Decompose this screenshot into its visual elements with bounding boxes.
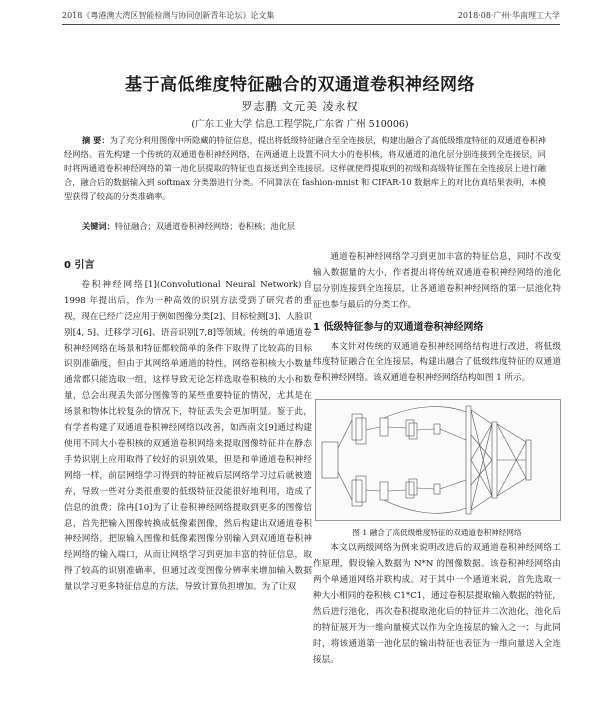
pool1-bottom-shape bbox=[380, 482, 388, 500]
paper-affiliation: (广东工业大学 信息工程学院,广东省 广州 510006) bbox=[191, 119, 409, 130]
paper-authors: 罗志鹏 文元美 凌永权 bbox=[241, 100, 359, 113]
network-diagram bbox=[316, 400, 560, 520]
right-column bbox=[313, 250, 561, 668]
running-header bbox=[62, 10, 560, 25]
abstract-label: 摘 要： bbox=[82, 135, 110, 145]
method-paragraph: 本文针对传统的双通道卷积神经网络结构进行改进，将低级纬度特征融合在全连接层，构建出融合了低级纬度特征的双通道卷积神经网络。该双通道卷积神经网络结构如图 1 所示。 bbox=[313, 341, 561, 384]
hidden-layer-shape bbox=[492, 422, 497, 498]
abstract-text: 为了充分利用图像中所隐藏的特征信息，提出将低级特征融合至全连接层，构建出融合了高低级维度特征的双通道卷积神经网络。首先构建一个传统的双通道卷积神经网络，在两通道上设置不同大小的卷积核，将双通道的池化层分别连接到全连接层，同时将两通道卷积神经网络的第一池化层提取的特征也直接送到全连接层。这样就使得提取到的初级和高级特征图在全连接层上进行融合，融合后的数据输入到 softmax 分类器进行分类。不同算法在 fashion-mnist 和 CIFAR-10 数据库上的对比仿真结果表明，本模型获得了较高的分类准确率。 bbox=[64, 135, 546, 201]
paper-title: 基于高低维度特征融合的双通道卷积神经网络 bbox=[125, 75, 475, 95]
conv2-bottom-shape bbox=[406, 482, 414, 498]
section-heading-introduction: 0 引言 bbox=[64, 260, 95, 271]
header-left: 2018《粤港澳大湾区智能检测与协同创新青年论坛》论文集 bbox=[62, 11, 275, 20]
softmax-output-shape bbox=[526, 440, 531, 480]
pool2-top-shape bbox=[434, 424, 440, 434]
conv2-top-shape bbox=[406, 420, 414, 436]
introduction-paragraph: 卷积神经网络[1](Convolutional Neural Network)自 1998 年提出后，作为一种高效的识别方法受到了研究者的重视，现在已经广泛应用于例如图像分类[2]、目标检测[3]、人脸识别[4, 5]、迁移学习[6]、语音识别[7,8]等领域。传统的单通道卷积神经网络在场景和特征都较简单的条件下取得了比较高的目标识别准确度，但由于其网络单通道的特性，网络卷积核大小数量通常都只能选取一组，这样导致无论怎样选取卷积核的大小和数量，总会出现丢失部分图像等的某些重要特征的情况，尤其是在场景和物体比较复杂的情况下，特征丢失会更加明显。鉴于此，有学者构建了双通道卷积神经网络以改善，如西南文[9]通过构建使用不同大小卷积核的双通道卷积网络来提取图像特征并在静态手势识别上应用取得了较好的识别效果，但是和单通道卷积神经网络一样，前层网络学习得到的特征被后层网络学习过后就被遗弃，导致一些对分类很重要的低级特征没能很好地利用，造成了信息的浪费；徐冉[10]为了让卷积神经网络提取到更多的图像信息，首先把输入图像转换成低像素图像，然后构建出双通道卷积神经网络，把原输入图像和低像素图像分别输入到双通道卷积神经网络的输入端口，从而让网络学习到更加丰富的特征信息，取得了较高的识别准确率，但通过改变图像分辨率来增加输入数据量以学习更多特征信息的方法，导致计算负担增加。为了让双 bbox=[64, 279, 312, 593]
pool1-top-shape bbox=[380, 418, 388, 436]
section-heading-method: 1 低级特征参与的双通道卷积神经网络 bbox=[313, 321, 484, 333]
input-layer-shape bbox=[322, 442, 338, 478]
pool2-bottom-shape bbox=[434, 484, 440, 494]
keywords-text: 特征融合；双通道卷积神经网络；卷积核；池化层 bbox=[114, 221, 295, 231]
keywords-label: 关键词： bbox=[82, 221, 115, 231]
intro-continuation-paragraph: 通道卷积神经网络学习到更加丰富的特征信息，同时不改变输入数据量的大小，作者提出将传统双通道卷积神经网络的池化层分别连接到全连接层，让各通道卷积神经网络的第一层池化特征也参与最后的分类工作。 bbox=[313, 252, 561, 310]
header-right: 2018·08·广州·华南理工大学 bbox=[457, 11, 560, 20]
figure-caption: 图 1 融合了高低级维度特征的双通道卷积神经网络 bbox=[352, 528, 522, 538]
explanation-paragraph: 本文以两级网络为例来说明改进后的双通道卷积神经网络工作原理，假设输入数据为 N*N 的图像数据。该卷积神经网络由两个单通道网络并联构成。对于其中一个通道来说，首先选取一种大小相同的卷积核 C1*C1，通过卷积层提取输入数据的特征，然后进行池化，再次卷积提取池化后的特征并二次池化，池化后的特征展开为一维向量模式以作为全连接层的输入之一；与此同时，将该通道第一池化层的输出特征也表征为一维向量送入全连接层。 bbox=[313, 543, 561, 665]
fully-connected-vector-shape bbox=[466, 406, 471, 514]
network-diagram-figure bbox=[315, 399, 561, 521]
abstract bbox=[64, 133, 546, 203]
keywords bbox=[64, 221, 546, 232]
left-column bbox=[64, 258, 312, 596]
